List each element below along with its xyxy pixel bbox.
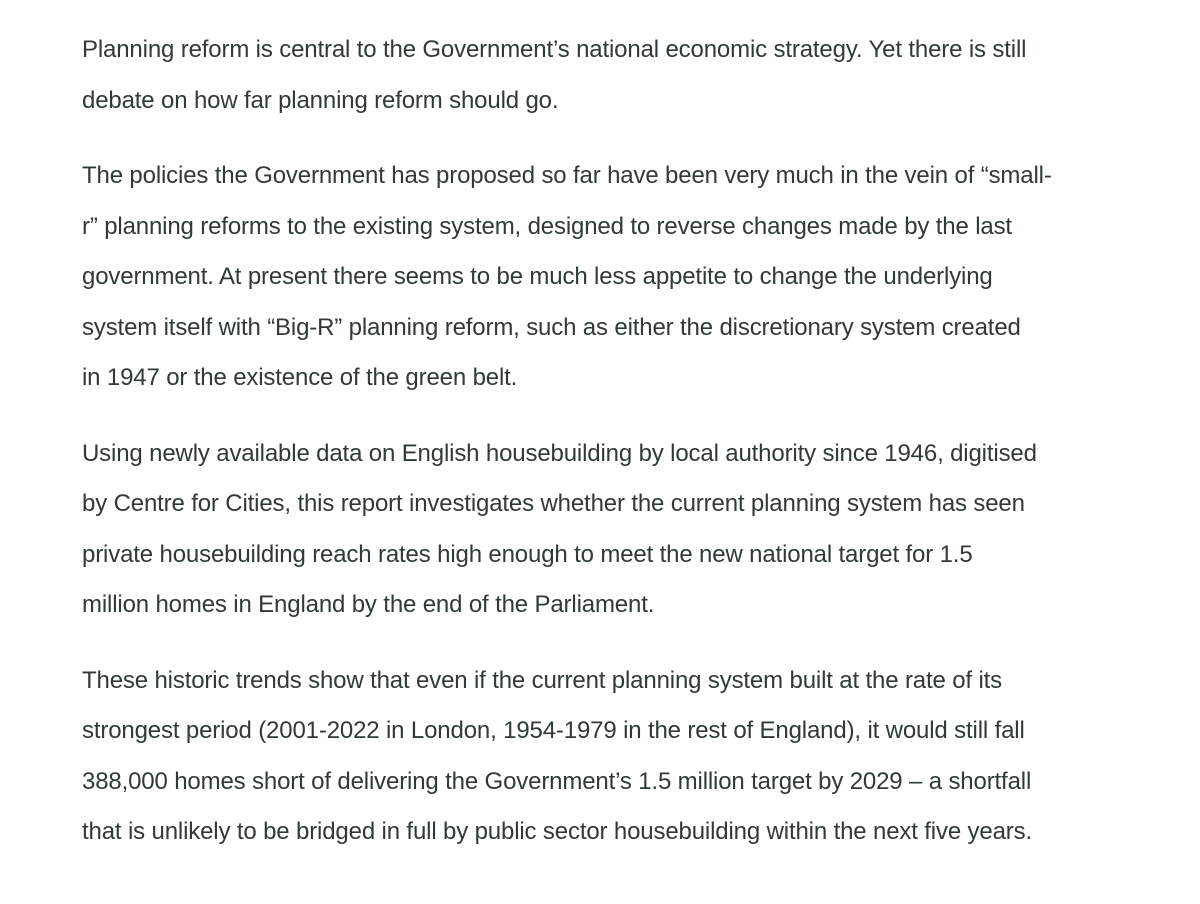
paragraph <box>82 429 1142 631</box>
text-line: debate on how far planning reform should go. <box>82 86 559 114</box>
text-line: in 1947 or the existence of the green belt. <box>82 364 518 391</box>
paragraph <box>82 656 1142 858</box>
text-line: 388,000 homes short of delivering the Government’s 1.5 million target by 2029 – a shortfall <box>82 767 1032 795</box>
text-line: government. At present there seems to be much less appetite to change the underlying <box>82 263 993 290</box>
text-line: private housebuilding reach rates high enough to meet the new national target for 1.5 <box>82 540 973 568</box>
text-line: These historic trends show that even if the current planning system built at the rate of its <box>82 666 1003 694</box>
text-line: Using newly available data on English housebuilding by local authority since 1946, digitised <box>82 439 1037 467</box>
text-line: Planning reform is central to the Government’s national economic strategy. Yet there is still <box>82 36 1027 63</box>
paragraph <box>82 151 1142 404</box>
text-line: by Centre for Cities, this report investigates whether the current planning system has seen <box>82 490 1025 517</box>
text-line: system itself with “Big-R” planning reform, such as either the discretionary system created <box>82 313 1021 341</box>
text-line: The policies the Government has proposed so far have been very much in the vein of “small- <box>82 162 1052 189</box>
text-line: r” planning reforms to the existing system, designed to reverse changes made by the last <box>82 212 1012 240</box>
text-line: that is unlikely to be bridged in full by public sector housebuilding within the next five years. <box>82 818 1032 845</box>
text-line: strongest period (2001-2022 in London, 1954-1979 in the rest of England), it would still fall <box>82 717 1025 744</box>
paragraph <box>82 25 1142 126</box>
article-body <box>82 25 1142 883</box>
text-line: million homes in England by the end of the Parliament. <box>82 591 655 618</box>
